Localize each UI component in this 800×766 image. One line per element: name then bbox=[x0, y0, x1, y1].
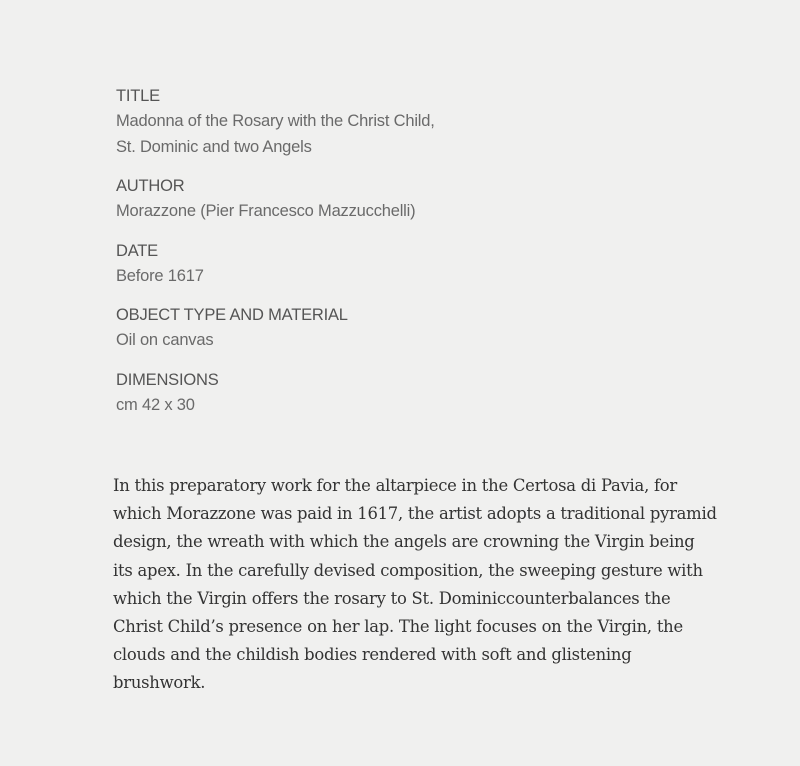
title-value: Madonna of the Rosary with the Christ Child, St. Dominic and two Angels bbox=[116, 112, 435, 156]
artwork-description: In this preparatory work for the altarpiece in the Certosa di Pavia, for which Morazzone was paid in 1617, the artist adopts a traditional pyramid design, the wreath with which the angels are crowning the Virgin being its apex. In the carefully devised composition, the sweeping gesture with which the Virgin offers the rosary to St. Dominiccounterbalances the Christ Child’s presence on her lap. The light focuses on the Virgin, the clouds and the childish bodies rendered with soft and glistening brushwork. bbox=[113, 476, 717, 693]
author-label: AUTHOR bbox=[116, 177, 185, 195]
dimensions-field bbox=[116, 368, 436, 419]
dimensions-label: DIMENSIONS bbox=[116, 370, 219, 389]
title-label: TITLE bbox=[116, 87, 160, 105]
date-field bbox=[116, 239, 436, 290]
title-field bbox=[116, 84, 436, 160]
dimensions-value: cm 42 x 30 bbox=[116, 395, 195, 414]
date-label: DATE bbox=[116, 241, 158, 260]
object-type-label: OBJECT TYPE AND MATERIAL bbox=[116, 306, 348, 324]
author-value: Morazzone (Pier Francesco Mazzucchelli) bbox=[116, 202, 416, 220]
date-value: Before 1617 bbox=[116, 266, 204, 285]
object-type-value: Oil on canvas bbox=[116, 331, 214, 349]
author-field bbox=[116, 174, 436, 225]
object-type-field bbox=[116, 303, 436, 354]
artwork-metadata bbox=[116, 84, 436, 432]
